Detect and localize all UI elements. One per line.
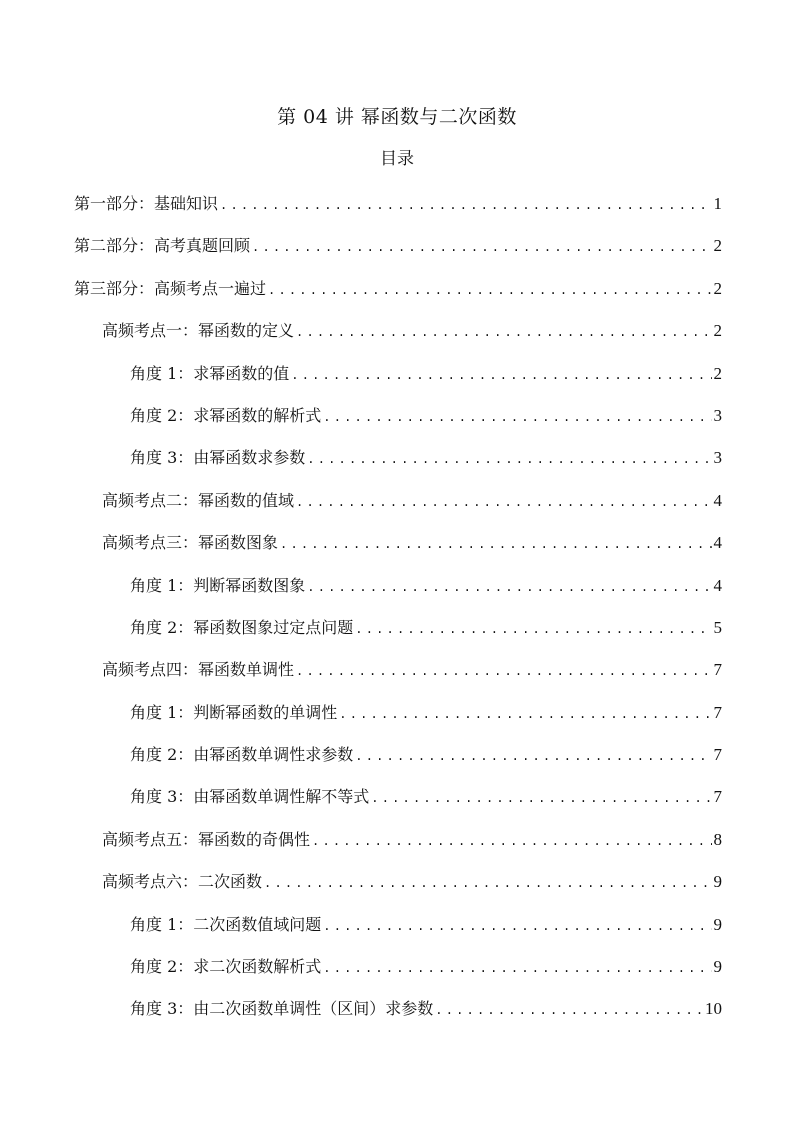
toc-entry-label: 高频考点四：幂函数单调性 xyxy=(102,660,295,680)
toc-entry[interactable] xyxy=(74,192,722,234)
toc-entry-label: 角度 1：求幂函数的值 xyxy=(130,363,290,383)
toc-entry-label: 高频考点三：幂函数图象 xyxy=(102,533,279,553)
toc-dot-leader xyxy=(339,702,711,726)
toc-entry[interactable] xyxy=(74,658,722,700)
toc-entry[interactable] xyxy=(74,404,722,446)
toc-entry-label: 角度 3：由幂函数求参数 xyxy=(130,448,306,468)
toc-entry[interactable] xyxy=(74,997,722,1039)
toc-entry[interactable] xyxy=(74,446,722,488)
toc-page-number: 7 xyxy=(713,702,722,722)
toc-page-number: 5 xyxy=(713,617,722,637)
toc-entry-label: 高频考点五：幂函数的奇偶性 xyxy=(102,829,311,849)
table-of-contents xyxy=(74,192,722,1040)
toc-entry-label: 第一部分：基础知识 xyxy=(74,194,219,213)
toc-dot-leader xyxy=(307,447,711,471)
document-title: 第 04 讲 幂函数与二次函数 xyxy=(277,106,517,128)
toc-entry-label: 高频考点一：幂函数的定义 xyxy=(102,321,295,341)
toc-entry[interactable] xyxy=(74,574,722,616)
toc-entry-label: 高频考点二：幂函数的值域 xyxy=(102,490,295,510)
toc-entry-label: 高频考点六：二次函数 xyxy=(102,872,263,892)
toc-entry[interactable] xyxy=(74,616,722,658)
toc-dot-leader xyxy=(280,532,711,556)
toc-page-number: 7 xyxy=(713,745,722,765)
toc-entry[interactable] xyxy=(74,913,722,955)
toc-entry-label: 角度 1：判断幂函数的单调性 xyxy=(130,702,338,722)
toc-entry-label: 第三部分：高频考点一遍过 xyxy=(74,278,267,298)
toc-page-number: 2 xyxy=(713,278,722,298)
toc-entry-label: 角度 2：由幂函数单调性求参数 xyxy=(130,745,354,765)
toc-entry-label: 角度 1：二次函数值域问题 xyxy=(130,914,322,934)
toc-entry[interactable] xyxy=(74,955,722,997)
toc-page-number: 2 xyxy=(713,363,722,383)
toc-page-number: 2 xyxy=(713,236,722,256)
toc-entry[interactable] xyxy=(74,362,722,404)
toc-page-number: 4 xyxy=(713,490,722,510)
toc-entry-label: 角度 2：求二次函数解析式 xyxy=(130,957,322,977)
toc-entry[interactable] xyxy=(74,489,722,531)
toc-entry[interactable] xyxy=(74,870,722,912)
toc-page-number: 4 xyxy=(713,575,722,595)
toc-page-number: 10 xyxy=(705,999,722,1019)
toc-dot-leader xyxy=(312,829,711,853)
toc-entry[interactable] xyxy=(74,743,722,785)
toc-entry[interactable] xyxy=(74,319,722,361)
toc-entry-label: 第二部分：高考真题回顾 xyxy=(74,236,251,256)
toc-dot-leader xyxy=(355,617,711,641)
toc-dot-leader xyxy=(323,956,711,980)
toc-page-number: 8 xyxy=(713,829,722,849)
toc-dot-leader xyxy=(296,659,711,683)
toc-page-number: 3 xyxy=(713,448,722,468)
toc-page-number: 9 xyxy=(713,957,722,977)
toc-dot-leader xyxy=(268,278,711,302)
toc-entry-label: 角度 3：由幂函数单调性解不等式 xyxy=(130,787,370,807)
toc-page-number: 9 xyxy=(713,872,722,892)
toc-entry-label: 角度 2：幂函数图象过定点问题 xyxy=(130,617,354,637)
toc-entry[interactable] xyxy=(74,828,722,870)
toc-page-number: 7 xyxy=(713,660,722,680)
toc-entry[interactable] xyxy=(74,785,722,827)
toc-dot-leader xyxy=(307,575,711,599)
toc-dot-leader xyxy=(252,235,711,259)
toc-dot-leader xyxy=(323,405,711,429)
toc-entry-label: 角度 3：由二次函数单调性（区间）求参数 xyxy=(130,999,434,1019)
toc-dot-leader xyxy=(435,998,703,1022)
toc-entry[interactable] xyxy=(74,234,722,276)
toc-page-number: 4 xyxy=(713,533,722,553)
toc-dot-leader xyxy=(264,871,711,895)
toc-page-number: 1 xyxy=(713,194,722,213)
toc-page-number: 2 xyxy=(713,321,722,341)
toc-entry-label: 角度 2：求幂函数的解析式 xyxy=(130,405,322,425)
toc-heading: 目录 xyxy=(380,149,414,169)
toc-dot-leader xyxy=(291,363,711,387)
toc-entry-label: 角度 1：判断幂函数图象 xyxy=(130,575,306,595)
toc-dot-leader xyxy=(323,914,711,938)
toc-entry[interactable] xyxy=(74,277,722,319)
toc-entry[interactable] xyxy=(74,701,722,743)
toc-dot-leader xyxy=(355,744,711,768)
toc-entry[interactable] xyxy=(74,531,722,573)
toc-dot-leader xyxy=(371,786,711,810)
toc-page-number: 7 xyxy=(713,787,722,807)
toc-dot-leader xyxy=(220,193,711,217)
toc-page-number: 9 xyxy=(713,914,722,934)
toc-dot-leader xyxy=(296,320,711,344)
toc-page-number: 3 xyxy=(713,405,722,425)
toc-dot-leader xyxy=(296,490,711,514)
